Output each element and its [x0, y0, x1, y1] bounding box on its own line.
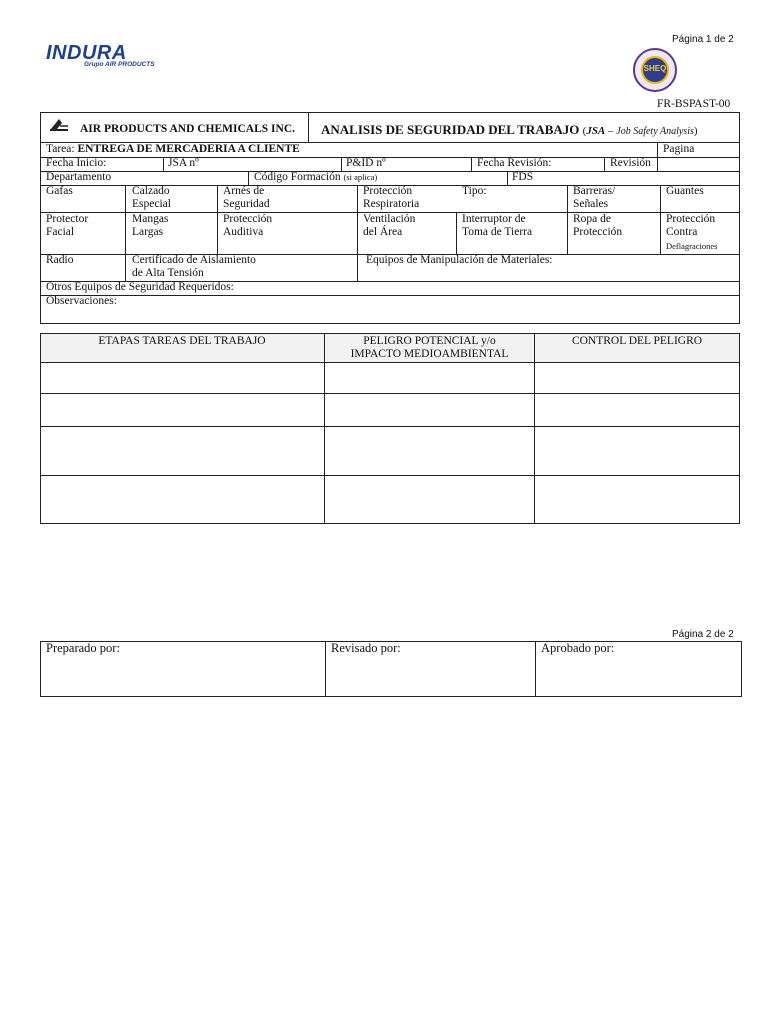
tarea-field — [46, 143, 300, 156]
title-english: Job Safety Analysis — [616, 126, 694, 137]
ppe-item: Guantes — [666, 185, 704, 197]
fds-label: FDS — [512, 171, 534, 183]
codigo-formacion-label: Código Formación — [254, 171, 341, 183]
aprobado-por-label: Aprobado por: — [541, 641, 615, 655]
revisado-por-label: Revisado por: — [331, 641, 401, 655]
fecha-revision-label: Fecha Revisión: — [477, 157, 552, 169]
ppe-item: Interruptor de Toma de Tierra — [462, 213, 533, 238]
preparado-por-label: Preparado por: — [46, 641, 120, 655]
logo-sub-text: Grupo AIR PRODUCTS — [84, 61, 155, 68]
codigo-formacion-field — [254, 171, 377, 184]
observaciones-label: Observaciones: — [46, 295, 117, 307]
page-number-1: Página 1 de 2 — [672, 34, 734, 45]
title-main: ANALISIS DE SEGURIDAD DEL TRABAJO — [321, 122, 580, 137]
jsa-no-label: JSA nº — [168, 157, 199, 169]
title-dash: – — [605, 125, 617, 137]
otros-equipos-label: Otros Equipos de Seguridad Requeridos: — [46, 281, 234, 293]
pagina-label: Pagina — [663, 143, 695, 155]
ppe-item: Protección Contra — [666, 213, 716, 238]
ppe-item: Protección Auditiva — [223, 213, 273, 238]
fecha-inicio-label: Fecha Inicio: — [46, 157, 107, 169]
ppe-item: Arnés de Seguridad — [223, 185, 270, 210]
company-name: AIR PRODUCTS AND CHEMICALS INC. — [80, 123, 296, 135]
certificado-label: Certificado de Aislamiento de Alta Tensión — [132, 254, 256, 279]
radio-label: Radio — [46, 254, 74, 266]
si-aplica-note: (si aplica) — [343, 172, 378, 182]
departamento-label: Departamento — [46, 171, 112, 183]
ppe-item: Calzado Especial — [132, 185, 171, 210]
ppe-item: Protector Facial — [46, 213, 89, 238]
deflagraciones-label: Deflagraciones — [666, 241, 718, 251]
ppe-item: Gafas — [46, 185, 73, 197]
tarea-label: Tarea: — [46, 143, 75, 155]
ppe-item: Tipo: — [462, 185, 487, 197]
logo-main-text: INDURA — [46, 42, 127, 64]
header-control: CONTROL DEL PELIGRO — [571, 335, 703, 347]
form-title — [321, 123, 698, 138]
document-code: FR-BSPAST-00 — [657, 98, 731, 110]
tarea-value: ENTREGA DE MERCADERIA A CLIENTE — [77, 143, 300, 155]
indura-logo — [46, 42, 158, 72]
seal-text: SHEQ — [643, 64, 667, 73]
air-products-icon — [48, 116, 70, 137]
ppe-item: Barreras/ Señales — [573, 185, 616, 210]
title-abbr: JSA — [586, 125, 606, 137]
ppe-item: Ventilación del Área — [363, 213, 416, 238]
pid-no-label: P&ID nº — [346, 157, 386, 169]
header-peligro: PELIGRO POTENCIAL y/o IMPACTO MEDIOAMBIENTAL — [350, 335, 509, 360]
sheq-seal — [632, 47, 678, 93]
ppe-item: Mangas Largas — [132, 213, 169, 238]
title-paren-close: ) — [693, 125, 698, 137]
title-paren-open: ( — [582, 125, 587, 137]
ppe-item: Ropa de Protección — [573, 213, 623, 238]
page-number-2: Página 2 de 2 — [672, 629, 734, 640]
header-etapas: ETAPAS TAREAS DEL TRABAJO — [98, 335, 266, 347]
revision-label: Revisión — [610, 157, 651, 169]
equipos-manipulacion-label: Equipos de Manipulación de Materiales: — [366, 254, 553, 266]
ppe-item: Protección Respiratoria — [363, 185, 420, 210]
